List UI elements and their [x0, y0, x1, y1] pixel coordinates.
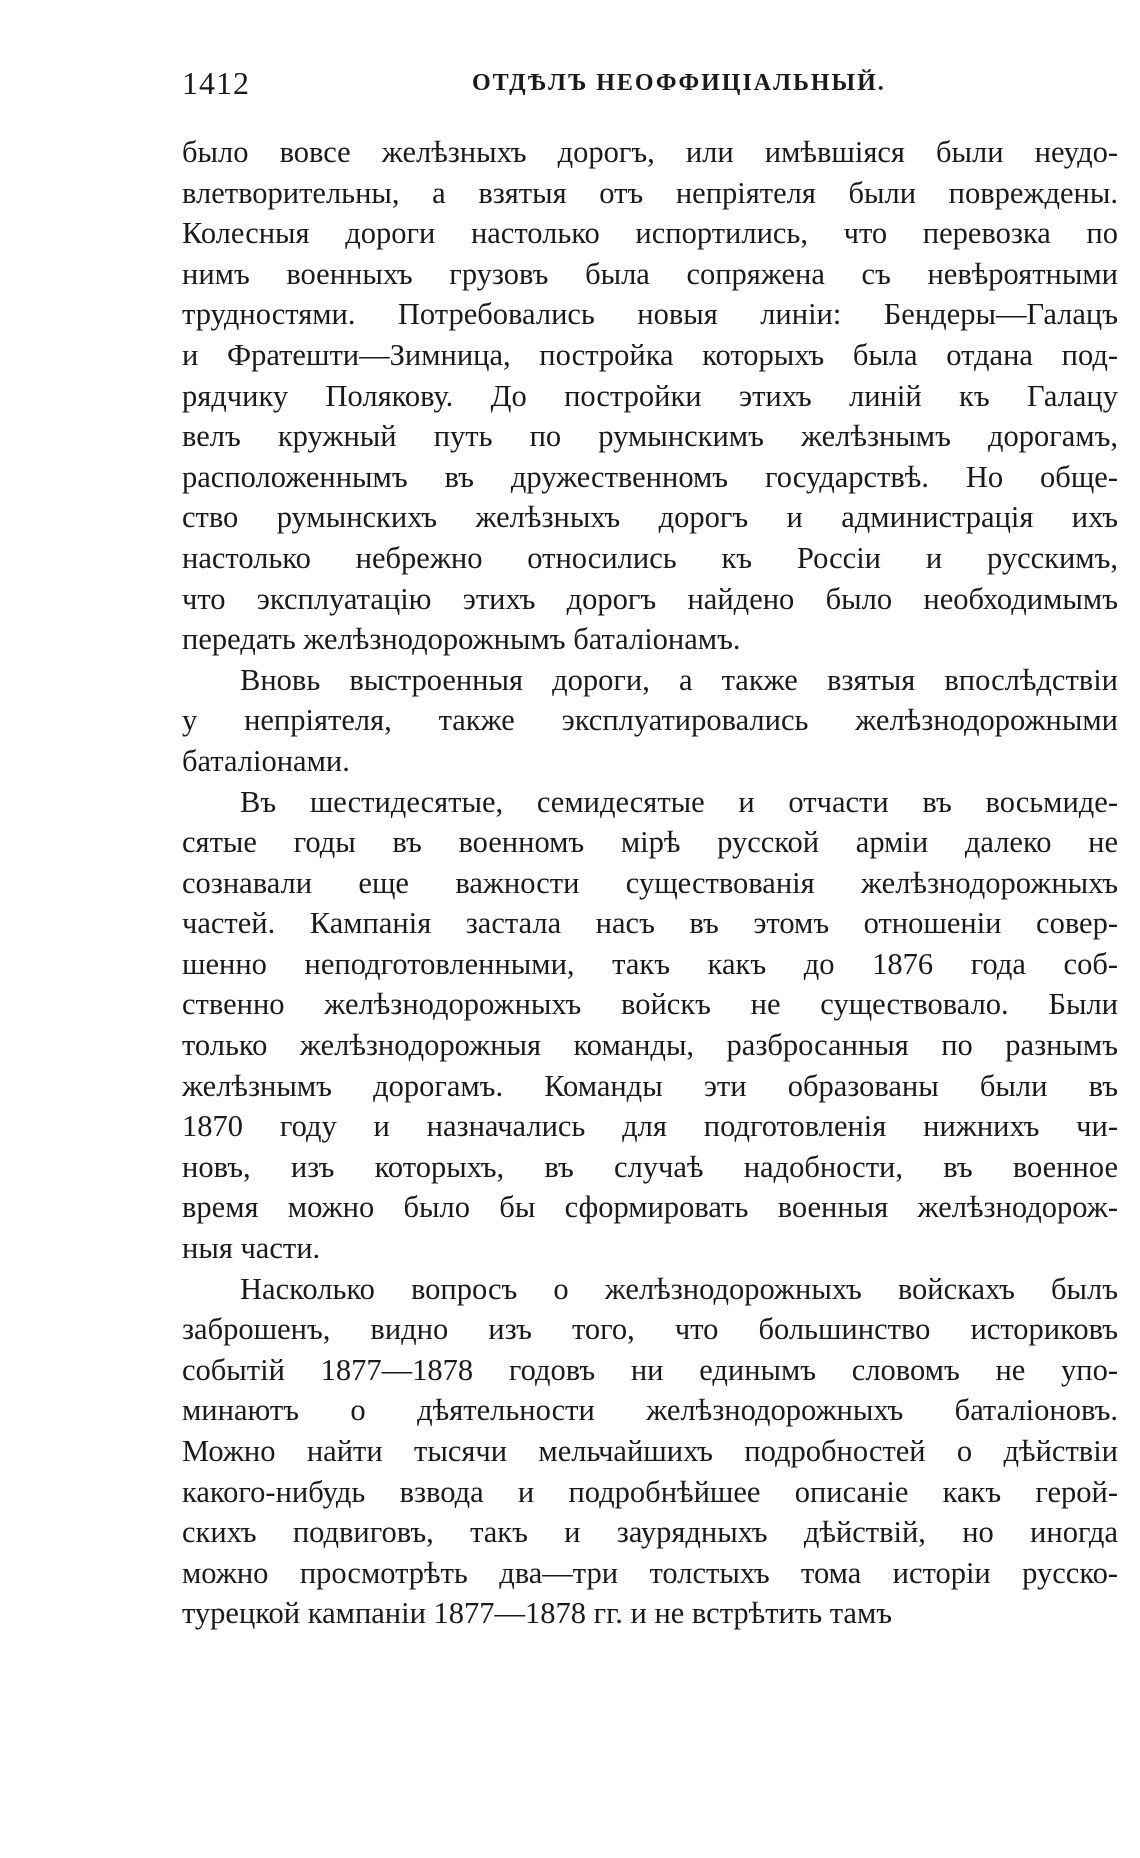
text-line: влетворительны, а взятыя отъ непріятеля были повреждены.: [182, 175, 1118, 210]
text-line: частей. Кампанія застала насъ въ этомъ отношеніи совер-: [182, 906, 1118, 941]
text-line: расположеннымъ въ дружественномъ государствѣ. Но обще-: [182, 459, 1118, 494]
text-line: Въ шестидесятые, семидесятые и отчасти въ восьмиде-: [240, 784, 1118, 819]
text-line: что эксплуатацію этихъ дорогъ найдено было необходимымъ: [182, 581, 1118, 616]
page-number: 1412: [182, 65, 250, 101]
text-line: заброшенъ, видно изъ того, что большинство историковъ: [182, 1312, 1118, 1347]
text-line: скихъ подвиговъ, такъ и заурядныхъ дѣйствій, но иногда: [182, 1515, 1118, 1550]
text-line: новъ, изъ которыхъ, въ случаѣ надобности, въ военное: [182, 1149, 1118, 1184]
text-line: велъ кружный путь по румынскимъ желѣзнымъ дорогамъ,: [182, 419, 1118, 454]
text-line: минаютъ о дѣятельности желѣзнодорожныхъ баталіоновъ.: [182, 1393, 1118, 1428]
paragraph: [182, 782, 1118, 1269]
text-line: настолько небрежно относились къ Россіи и русскимъ,: [182, 540, 1118, 575]
text-line: ство румынскихъ желѣзныхъ дорогъ и администрація ихъ: [182, 500, 1118, 535]
text-line: сятые годы въ военномъ мірѣ русской арміи далеко не: [182, 825, 1118, 860]
page-header: [182, 58, 1118, 108]
text-line: Вновь выстроенныя дороги, а также взятыя впослѣдствіи: [240, 662, 1118, 697]
text-line: трудностями. Потребовались новыя линіи: Бендеры—Галацъ: [182, 297, 1118, 332]
text-line: какого-нибудь взвода и подробнѣйшее описаніе какъ герой-: [182, 1474, 1118, 1509]
paragraph: [182, 660, 1118, 782]
text-line: и Фратешти—Зимница, постройка которыхъ была отдана под-: [182, 337, 1118, 372]
text-line: можно просмотрѣть два—три толстыхъ тома исторіи русско-: [182, 1555, 1118, 1590]
text-line: передать желѣзнодорожнымъ баталіонамъ.: [182, 622, 741, 657]
text-line: у непріятеля, также эксплуатировались желѣзнодорожными: [182, 703, 1118, 738]
running-head: ОТДѢЛЪ НЕОФФИЦІАЛЬНЫЙ.: [472, 70, 886, 96]
text-line: баталіонами.: [182, 743, 350, 778]
text-line: шенно неподготовленными, такъ какъ до 1876 года соб-: [182, 946, 1118, 981]
text-line: рядчику Полякову. До постройки этихъ линій къ Галацу: [182, 378, 1118, 413]
body-text: [182, 132, 1118, 1634]
paragraph: [182, 132, 1118, 660]
text-line: только желѣзнодорожныя команды, разбросанныя по разнымъ: [182, 1028, 1118, 1063]
text-line: 1870 году и назначались для подготовленія нижнихъ чи-: [182, 1109, 1118, 1144]
text-line: ныя части.: [182, 1231, 321, 1266]
text-line: Колесныя дороги настолько испортились, что перевозка по: [182, 216, 1118, 251]
text-line: нимъ военныхъ грузовъ была сопряжена съ невѣроятными: [182, 256, 1118, 291]
text-line: Насколько вопросъ о желѣзнодорожныхъ войскахъ былъ: [240, 1271, 1118, 1306]
text-line: турецкой кампаніи 1877—1878 гг. и не встрѣтить тамъ: [182, 1596, 893, 1631]
text-line: сознавали еще важности существованія желѣзнодорожныхъ: [182, 865, 1118, 900]
text-line: время можно было бы сформировать военныя желѣзнодорож-: [182, 1190, 1118, 1225]
paragraph: [182, 1269, 1118, 1634]
text-line: Можно найти тысячи мельчайшихъ подробностей о дѣйствіи: [182, 1434, 1118, 1468]
text-line: желѣзнымъ дорогамъ. Команды эти образованы были въ: [182, 1068, 1118, 1103]
text-line: событій 1877—1878 годовъ ни единымъ словомъ не упо-: [182, 1352, 1118, 1387]
text-line: ственно желѣзнодорожныхъ войскъ не существовало. Были: [182, 987, 1118, 1022]
text-line: было вовсе желѣзныхъ дорогъ, или имѣвшіяся были неудо-: [182, 135, 1118, 169]
